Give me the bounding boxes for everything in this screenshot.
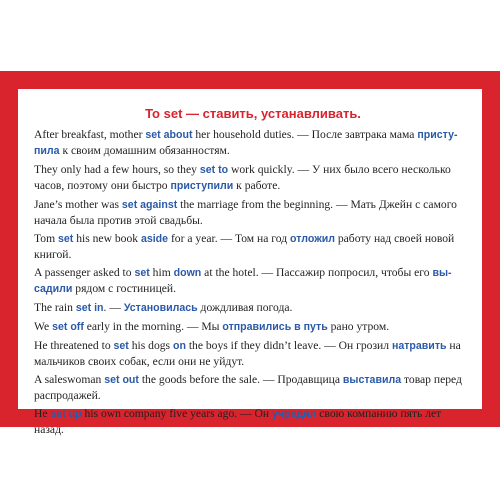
text-fragment: A saleswoman xyxy=(34,372,105,386)
text-fragment: The rain xyxy=(34,301,76,314)
text-fragment: him xyxy=(149,266,174,279)
text-fragment: свою компанию пять лет назад. xyxy=(34,406,442,436)
text-fragment: на мальчиков своих собак, если они не уйдут. xyxy=(34,338,461,368)
keyword: set in xyxy=(75,302,104,314)
text-fragment: рано утром. xyxy=(327,319,390,333)
keyword: set to xyxy=(199,164,229,176)
text-fragment: work quickly. — У них было всего несколько часов, поэтому они быстро xyxy=(34,163,451,193)
keyword: set out xyxy=(104,373,139,386)
text-fragment: к своим домашним обязанностям. xyxy=(59,144,230,158)
keyword: set off xyxy=(52,320,84,333)
keyword: set xyxy=(58,233,74,245)
text-fragment: early in the morning. — Мы xyxy=(83,319,223,333)
text-fragment: товар перед распродажей. xyxy=(34,372,462,402)
keyword: натравить xyxy=(391,339,447,352)
example-entry xyxy=(34,406,472,437)
text-fragment: the goods before the sale. — Продавщица xyxy=(138,372,343,386)
example-entry xyxy=(34,372,472,403)
card-title: To set — ставить, устанавливать. xyxy=(145,106,361,121)
keyword: отправились в путь xyxy=(222,320,328,333)
keyword: вы-садили xyxy=(34,267,452,296)
keyword: set xyxy=(134,267,150,279)
keyword: учредил xyxy=(272,407,317,420)
text-fragment: We xyxy=(34,319,53,333)
keyword: set about xyxy=(145,129,193,141)
text-fragment: After breakfast, mother xyxy=(34,128,146,141)
example-entry xyxy=(34,265,472,297)
text-fragment: He threatened to xyxy=(34,338,114,352)
text-fragment: Jane’s mother was xyxy=(34,198,122,211)
example-entry xyxy=(34,338,472,369)
keyword: set up xyxy=(50,407,82,420)
text-fragment: for a year. — Том на год xyxy=(168,232,291,245)
vocabulary-card xyxy=(18,89,482,436)
text-fragment: He xyxy=(34,406,51,420)
example-entry xyxy=(34,319,472,335)
text-fragment: к работе. xyxy=(233,179,281,193)
entries-list xyxy=(34,127,472,437)
text-fragment: his own company five years ago. — Он xyxy=(81,406,272,420)
text-fragment: рядом с гостиницей. xyxy=(72,282,177,296)
example-entry xyxy=(34,300,472,316)
example-entry xyxy=(34,127,472,159)
text-fragment: the boys if they didn’t leave. — Он грозил xyxy=(185,338,392,352)
example-entry xyxy=(34,197,472,228)
text-fragment: дождливая погода. xyxy=(197,301,293,314)
text-fragment: . — xyxy=(103,301,124,314)
keyword: aside xyxy=(140,233,169,245)
keyword: выставила xyxy=(342,373,402,386)
text-fragment: работу над своей новой книгой. xyxy=(34,232,455,262)
text-fragment: her household duties. — После завтрака мама xyxy=(192,128,418,141)
keyword: set xyxy=(113,339,129,352)
keyword: отложил xyxy=(290,233,335,245)
keyword: приступили xyxy=(170,180,234,193)
example-entry xyxy=(34,231,472,262)
keyword: on xyxy=(172,339,186,352)
text-fragment: his dogs xyxy=(128,338,173,352)
text-fragment: A passenger asked to xyxy=(34,266,135,279)
text-fragment: They only had a few hours, so they xyxy=(34,163,200,176)
example-entry xyxy=(34,162,472,194)
text-fragment: the marriage from the beginning. — Мать Джейн с самого начала была против этой свадьбы. xyxy=(34,198,457,228)
text-fragment: Tom xyxy=(34,232,58,245)
text-fragment: at the hotel. — Пассажир попросил, чтобы его xyxy=(201,266,433,279)
keyword: set against xyxy=(121,199,178,211)
keyword: Установилась xyxy=(123,302,198,314)
text-fragment: his new book xyxy=(73,232,141,245)
red-frame xyxy=(0,71,500,436)
keyword: присту-пила xyxy=(34,129,458,158)
keyword: down xyxy=(173,267,202,279)
